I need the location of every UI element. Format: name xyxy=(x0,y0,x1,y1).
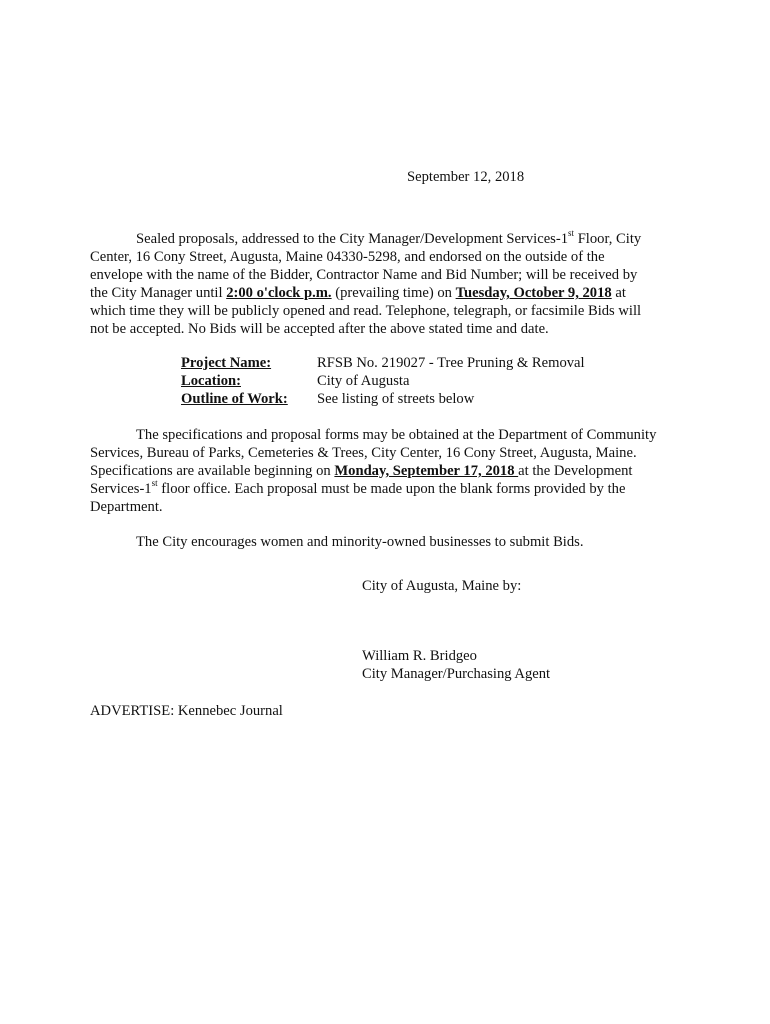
signer-name: William R. Bridgeo xyxy=(362,648,477,664)
encouragement-paragraph xyxy=(90,533,690,551)
deadline-date: Tuesday, October 9, 2018 xyxy=(455,285,612,301)
p2-line3a: Specifications are available beginning on xyxy=(90,463,335,479)
advertise-line: ADVERTISE: Kennebec Journal xyxy=(90,703,283,719)
outline-value: See listing of streets below xyxy=(317,391,475,407)
project-name-label: Project Name: xyxy=(181,355,272,371)
p1-line2: Center, 16 Cony Street, Augusta, Maine 04330-5298, and endorsed on the outside of the xyxy=(90,249,605,265)
outline-label: Outline of Work: xyxy=(181,391,288,407)
project-details xyxy=(181,354,585,408)
signature-block xyxy=(362,647,550,683)
p1-line6: not be accepted. No Bids will be accepted after the above stated time and date. xyxy=(90,321,549,337)
specifications-paragraph xyxy=(90,426,690,516)
p1-line3: envelope with the name of the Bidder, Contractor Name and Bid Number; will be received by xyxy=(90,267,638,283)
project-name-value: RFSB No. 219027 - Tree Pruning & Removal xyxy=(317,355,585,371)
p1-line1a: Sealed proposals, addressed to the City Manager/Development Services-1 xyxy=(136,231,569,247)
p2-line4-sup: st xyxy=(151,478,158,489)
p1-line4c: at xyxy=(611,285,626,301)
availability-date: Monday, September 17, 2018 xyxy=(334,463,519,479)
p2-line4a: Services-1 xyxy=(90,481,152,497)
p2-line4b: floor office. Each proposal must be made upon the blank forms provided by the xyxy=(157,481,626,497)
p1-line5: which time they will be publicly opened and read. Telephone, telegraph, or facsimile Bids will xyxy=(90,303,642,319)
p1-line4a: the City Manager until xyxy=(90,285,227,301)
outline-row xyxy=(181,390,585,408)
letter-date: September 12, 2018 xyxy=(407,169,525,185)
location-label: Location: xyxy=(181,373,241,389)
project-row xyxy=(181,354,585,372)
p1-line4b: (prevailing time) on xyxy=(331,285,456,301)
signer-title: City Manager/Purchasing Agent xyxy=(362,666,551,682)
p1-line1b: Floor, City xyxy=(574,231,642,247)
p3-line1: The City encourages women and minority-owned businesses to submit Bids. xyxy=(136,534,584,550)
signature-by: City of Augusta, Maine by: xyxy=(362,578,522,594)
deadline-time: 2:00 o'clock p.m. xyxy=(226,285,332,301)
location-value: City of Augusta xyxy=(317,373,410,389)
sealed-proposals-paragraph xyxy=(90,230,690,338)
location-row xyxy=(181,372,585,390)
p2-line2: Services, Bureau of Parks, Cemeteries & Trees, City Center, 16 Cony Street, Augusta, Maine. xyxy=(90,445,637,461)
p2-line3b: at the Development xyxy=(518,463,633,479)
p1-line1-sup: st xyxy=(568,228,575,239)
p2-line5: Department. xyxy=(90,499,163,515)
p2-line1: The specifications and proposal forms may be obtained at the Department of Community xyxy=(136,427,657,443)
